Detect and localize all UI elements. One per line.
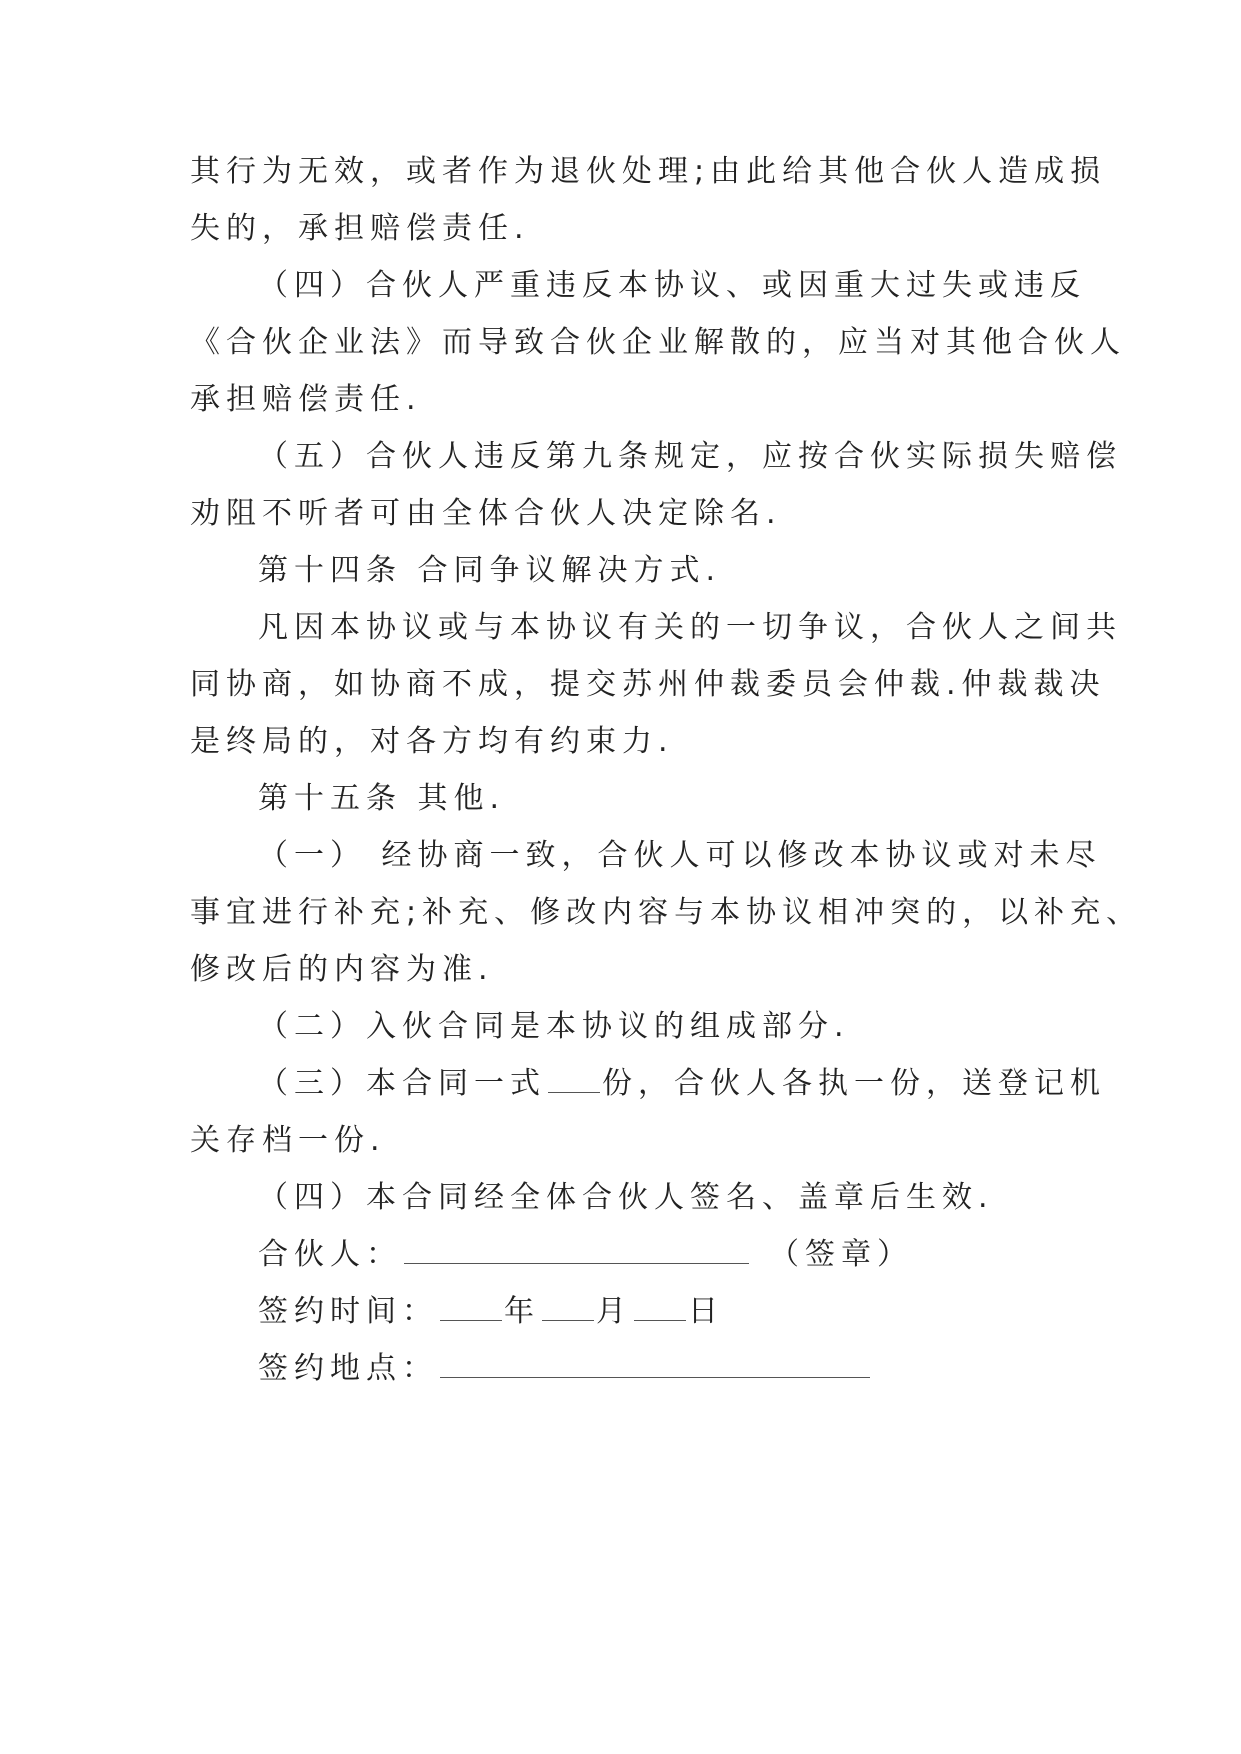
signing-date-line — [258, 1292, 724, 1332]
article-14-heading: 第十四条 合同争议解决方式. — [258, 553, 722, 588]
clause-2-line: （二）入伙合同是本协议的组成部分. — [258, 1009, 850, 1044]
clause-3-line — [258, 1064, 1106, 1104]
paragraph-line: 《合伙企业法》而导致合伙企业解散的，应当对其他合伙人 — [190, 325, 1126, 360]
partner-label: 合伙人： — [258, 1237, 402, 1272]
clause-3-text-before: （三）本合同一式 — [258, 1066, 546, 1101]
year-label: 年 — [504, 1294, 540, 1329]
paragraph-line: 同协商，如协商不成，提交苏州仲裁委员会仲裁.仲裁裁决 — [190, 667, 1106, 702]
partner-signature-blank — [404, 1237, 749, 1264]
day-blank — [634, 1294, 686, 1321]
signing-place-line — [258, 1349, 872, 1389]
place-label: 签约地点： — [258, 1351, 438, 1386]
paragraph-line: 是终局的，对各方均有约束力. — [190, 724, 674, 759]
month-blank — [542, 1294, 594, 1321]
year-blank — [440, 1294, 502, 1321]
place-blank — [440, 1351, 870, 1378]
paragraph-line: 劝阻不听者可由全体合伙人决定除名. — [190, 496, 782, 531]
partner-signature-line — [258, 1235, 913, 1275]
clause-4-line: （四）合伙人严重违反本协议、或因重大过失或违反 — [258, 268, 1086, 303]
paragraph-line: 其行为无效，或者作为退伙处理;由此给其他合伙人造成损 — [190, 154, 1107, 189]
paragraph-line: 事宜进行补充;补充、修改内容与本协议相冲突的，以补充、 — [190, 895, 1143, 930]
paragraph-line: 凡因本协议或与本协议有关的一切争议，合伙人之间共 — [258, 610, 1122, 645]
date-label: 签约时间： — [258, 1294, 438, 1329]
clause-1-line: （一） 经协商一致，合伙人可以修改本协议或对未尽 — [258, 838, 1102, 873]
seal-label: （签章） — [769, 1237, 913, 1272]
month-label: 月 — [596, 1294, 632, 1329]
paragraph-line: 关存档一份. — [190, 1123, 386, 1158]
paragraph-line: 修改后的内容为准. — [190, 952, 494, 987]
copies-blank — [548, 1066, 600, 1093]
clause-5-line: （五）合伙人违反第九条规定，应按合伙实际损失赔偿 — [258, 439, 1122, 474]
day-label: 日 — [688, 1294, 724, 1329]
paragraph-line: 承担赔偿责任. — [190, 382, 422, 417]
article-15-heading: 第十五条 其他. — [258, 781, 506, 816]
clause-3-text-after: 份，合伙人各执一份，送登记机 — [602, 1066, 1106, 1101]
clause-4b-line: （四）本合同经全体合伙人签名、盖章后生效. — [258, 1180, 994, 1215]
paragraph-line: 失的，承担赔偿责任. — [190, 211, 530, 246]
